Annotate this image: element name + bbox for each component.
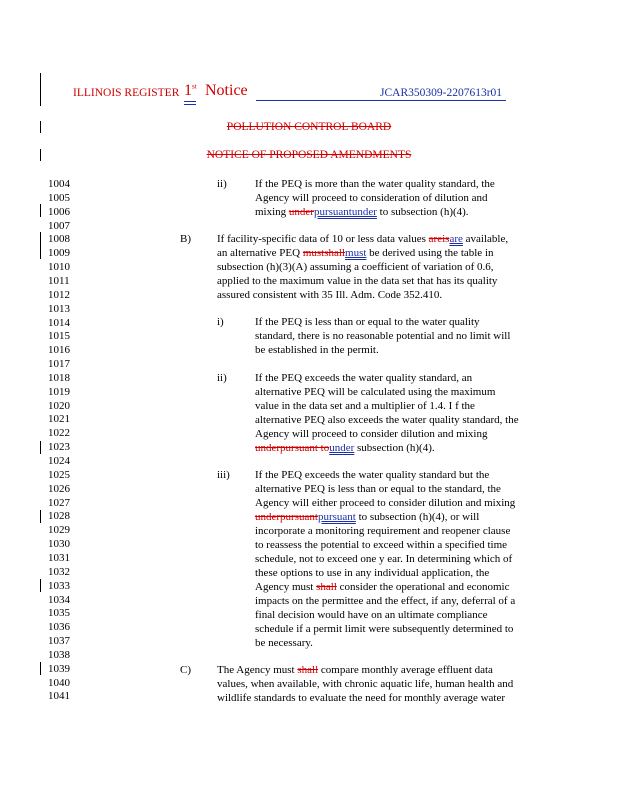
header-rule <box>256 100 506 101</box>
line-number: 1016 <box>48 344 70 357</box>
paragraph-line: final decision would have on an ultimate compliance <box>255 609 488 621</box>
paragraph-line: If the PEQ is less than or equal to the water quality <box>255 316 480 328</box>
text-run: be derived using the table in <box>366 247 494 259</box>
text-run: available, <box>462 233 509 245</box>
paragraph-line: schedule, not to exceed one y ear. In determining which of <box>255 553 513 565</box>
paragraph-line: value in the data set and a multiplier of 1.4. I f the <box>255 400 475 412</box>
line-number: 1041 <box>48 690 70 703</box>
page-number-suffix: st <box>192 82 197 91</box>
text-run: to subsection (h)(4), or will <box>355 511 480 523</box>
deleted-text: shall <box>297 664 319 676</box>
line-number: 1014 <box>48 316 70 329</box>
text-run: The Agency must <box>217 664 298 676</box>
paragraph-line <box>255 206 469 220</box>
line-number: 1007 <box>48 219 70 232</box>
line-number: 1018 <box>48 371 70 384</box>
paragraph-line: applied to the maximum value in the data set that has its quality <box>217 275 498 287</box>
paragraph-line: alternative PEQ also exceeds the water quality standard, the <box>255 414 519 426</box>
line-number: 1005 <box>48 191 70 204</box>
page-number-underline <box>184 104 196 105</box>
deleted-text: under <box>288 206 314 218</box>
deleted-text: underpursuant to <box>255 442 330 454</box>
paragraph-line <box>255 511 479 525</box>
paragraph-line: Agency will proceed to consideration of dilution and <box>255 192 488 204</box>
change-bar <box>40 232 41 259</box>
line-number: 1009 <box>48 247 70 260</box>
line-number: 1029 <box>48 524 70 537</box>
line-number: 1035 <box>48 607 70 620</box>
deleted-text: mustshall <box>302 247 346 259</box>
inserted-text: must <box>345 247 367 259</box>
paragraph-line: schedule if a permit limit were subsequently determined to <box>255 623 514 635</box>
line-number: 1017 <box>48 358 70 371</box>
text-run: If facility-specific data of 10 or less data values <box>217 233 429 245</box>
inserted-text: are <box>449 233 463 245</box>
line-number: 1031 <box>48 551 70 564</box>
item-label: C) <box>180 664 191 676</box>
line-number: 1019 <box>48 385 70 398</box>
deleted-text: underpursuant <box>255 511 318 523</box>
item-label: iii) <box>217 469 230 481</box>
inserted-text: pursuant <box>317 511 356 523</box>
text-run: mixing <box>255 206 289 218</box>
paragraph-line: alternative PEQ is less than or equal to the standard, the <box>255 483 501 495</box>
paragraph-line: Agency will either proceed to consider dilution and mixing <box>255 497 516 509</box>
line-number: 1040 <box>48 676 70 689</box>
notice-label: Notice <box>205 82 248 99</box>
line-number: 1025 <box>48 468 70 481</box>
deleted-text: shall <box>316 581 337 593</box>
item-label: ii) <box>217 178 227 190</box>
text-run: compare monthly average effluent data <box>318 664 493 676</box>
page-number-underline <box>184 101 196 102</box>
line-number: 1038 <box>48 648 70 661</box>
line-number: 1008 <box>48 233 70 246</box>
paragraph-line <box>217 233 508 247</box>
paragraph-line: assured consistent with 35 Ill. Adm. Code 352.410. <box>217 289 443 301</box>
text-run: Agency must <box>255 581 317 593</box>
board-title: POLLUTION CONTROL BOARD <box>226 121 392 133</box>
text-run: to subsection (h)(4). <box>376 206 469 218</box>
text-run: subsection (h)(4). <box>354 442 435 454</box>
line-number: 1010 <box>48 261 70 274</box>
line-number: 1022 <box>48 427 70 440</box>
register-name: ILLINOIS REGISTER <box>73 87 180 99</box>
line-number: 1027 <box>48 496 70 509</box>
item-label: B) <box>180 233 191 245</box>
line-number: 1030 <box>48 538 70 551</box>
paragraph-line: values, when available, with chronic aquatic life, human health and <box>217 678 514 690</box>
line-number: 1011 <box>48 274 70 287</box>
text-run: consider the operational and economic <box>336 581 510 593</box>
line-number: 1033 <box>48 579 70 592</box>
paragraph-line: wildlife standards to evaluate the need for monthly average water <box>217 692 506 704</box>
line-number: 1020 <box>48 399 70 412</box>
line-number: 1015 <box>48 330 70 343</box>
paragraph-line: incorporate a monitoring requirement and reopener clause <box>255 525 511 537</box>
change-bar <box>40 73 41 106</box>
paragraph-line: to reassess the potential to exceed within a specified time <box>255 539 508 551</box>
line-number: 1013 <box>48 302 70 315</box>
line-number: 1021 <box>48 413 70 426</box>
paragraph-line <box>255 442 435 456</box>
line-number: 1034 <box>48 593 70 606</box>
inserted-text: pursuantunder <box>313 206 377 218</box>
line-number: 1012 <box>48 288 70 301</box>
paragraph-line: If the PEQ exceeds the water quality standard but the <box>255 469 490 481</box>
change-bar <box>40 441 41 454</box>
paragraph-line: subsection (h)(3)(A) assuming a coefficient of variation of 0.6, <box>217 261 494 273</box>
item-label: i) <box>217 316 224 328</box>
jcar-code: JCAR350309-2207613r01 <box>380 87 503 99</box>
paragraph-line <box>217 247 494 261</box>
line-number: 1004 <box>48 178 70 190</box>
line-number: 1028 <box>48 510 70 523</box>
change-bar <box>40 510 41 523</box>
line-number: 1032 <box>48 565 70 578</box>
line-number: 1039 <box>48 662 70 675</box>
change-bar <box>40 579 41 592</box>
paragraph-line: impacts on the permittee and the effect, if any, deferral of a <box>255 595 516 607</box>
page-number <box>184 82 197 100</box>
paragraph-line: be necessary. <box>255 637 313 649</box>
paragraph-line: If the PEQ exceeds the water quality standard, an <box>255 372 473 384</box>
paragraph-line: If the PEQ is more than the water quality standard, the <box>255 178 495 190</box>
page-number-value: 1 <box>184 82 192 99</box>
text-run: an alternative PEQ <box>217 247 303 259</box>
paragraph-line <box>217 664 493 678</box>
line-number: 1037 <box>48 635 70 648</box>
item-label: ii) <box>217 372 227 384</box>
paragraph-line: Agency will proceed to consider dilution and mixing <box>255 428 488 440</box>
line-number: 1036 <box>48 621 70 634</box>
notice-title: NOTICE OF PROPOSED AMENDMENTS <box>206 149 412 161</box>
inserted-text: under <box>329 442 355 454</box>
deleted-text: areis <box>428 233 450 245</box>
paragraph-line: alternative PEQ will be calculated using the maximum <box>255 386 496 398</box>
paragraph-line: be established in the permit. <box>255 344 379 356</box>
paragraph-line <box>255 581 509 595</box>
change-bar <box>40 204 41 217</box>
paragraph-line: standard, there is no reasonable potential and no limit will <box>255 330 511 342</box>
paragraph-line: these options to use in any individual application, the <box>255 567 490 579</box>
line-number: 1026 <box>48 482 70 495</box>
line-number: 1024 <box>48 455 70 467</box>
change-bar <box>40 662 41 675</box>
line-number: 1006 <box>48 205 70 218</box>
line-number: 1023 <box>48 441 70 454</box>
